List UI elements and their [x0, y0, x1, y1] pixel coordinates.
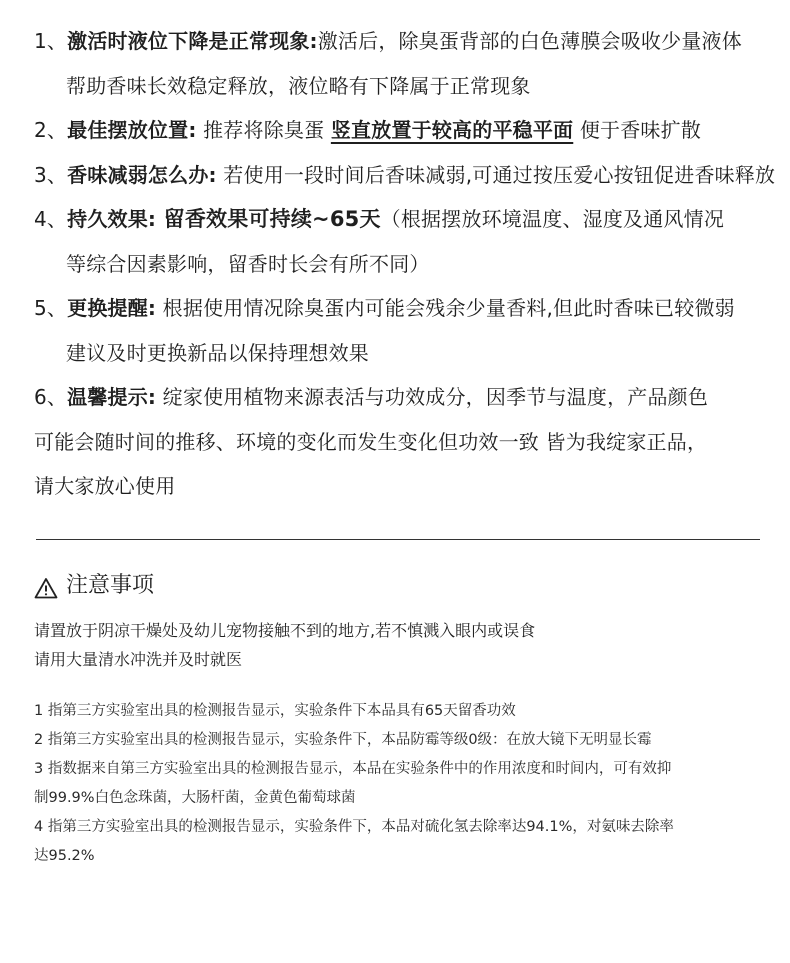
tip-text: 便于香味扩散	[573, 118, 702, 142]
tip-1-continuation: 帮助香味长效稳定释放，液位略有下降属于正常现象	[66, 73, 531, 98]
footnote-line: 4 指第三方实验室出具的检测报告显示，实验条件下，本品对硫化氢去除率达94.1%，对氨味去除率	[34, 819, 674, 835]
notice-line: 请置放于阴凉干燥处及幼儿宠物接触不到的地方,若不慎溅入眼内或误食	[34, 621, 536, 640]
footnote-line: 达95.2%	[34, 848, 95, 864]
usage-tips-list	[34, 19, 774, 509]
tip-6-continuation: 请大家放心使用	[34, 474, 176, 498]
tip-2	[34, 108, 774, 153]
tip-text: 绽家使用植物来源表活与功效成分，因季节与温度，产品颜色	[156, 385, 709, 409]
notice-heading	[34, 568, 154, 604]
tip-4	[34, 197, 774, 242]
tip-6-continuation: 可能会随时间的推移、环境的变化而发生变化但功效一致 皆为我绽家正品，	[34, 429, 708, 454]
tip-label: 最佳摆放位置:	[67, 118, 197, 142]
tip-number: 3、	[34, 162, 68, 187]
footnote-line: 3 指数据来自第三方实验室出具的检测报告显示，本品在实验条件中的作用浓度和时间内，可有效抑	[34, 761, 672, 777]
footnotes	[34, 697, 754, 871]
tip-6	[34, 375, 774, 420]
tip-number: 5、	[34, 296, 68, 320]
notice-body	[34, 616, 535, 674]
tip-1	[34, 19, 774, 64]
tip-text: （根据摆放环境温度、湿度及通风情况	[380, 207, 725, 231]
tip-text: 推荐将除臭蛋	[196, 118, 331, 142]
footnote-line: 制99.9%白色念珠菌，大肠杆菌，金黄色葡萄球菌	[34, 790, 356, 806]
tip-number: 2、	[34, 118, 68, 142]
tip-text: 若使用一段时间后香味减弱,可通过按压爱心按钮促进香味释放	[216, 162, 776, 187]
tip-label: 激活时液位下降是正常现象:	[67, 29, 318, 53]
tip-5	[34, 286, 774, 331]
notice-line: 请用大量清水冲洗并及时就医	[34, 650, 243, 669]
tip-4-continuation: 等综合因素影响，留香时长会有所不同）	[66, 251, 430, 276]
notice-title: 注意事项	[66, 573, 155, 598]
footnote-line: 2 指第三方实验室出具的检测报告显示，实验条件下，本品防霉等级0级：在放大镜下无明显长霉	[34, 732, 652, 748]
tip-label: 温馨提示:	[67, 385, 157, 409]
tip-label: 持久效果:	[67, 207, 157, 231]
tip-text: 激活后，除臭蛋背部的白色薄膜会吸收少量液体	[317, 29, 742, 53]
tip-label: 香味减弱怎么办:	[67, 162, 217, 187]
tip-number: 1、	[34, 29, 68, 53]
tip-3	[34, 153, 774, 198]
tip-number: 4、	[34, 207, 68, 231]
tip-text: 根据使用情况除臭蛋内可能会残余少量香料,但此时香味已较微弱	[156, 296, 735, 320]
section-divider	[36, 539, 760, 540]
tip-highlight: 留香效果可持续~65天	[156, 207, 381, 231]
tip-emphasis: 竖直放置于较高的平稳平面	[330, 118, 574, 142]
tip-number: 6、	[34, 385, 68, 409]
footnote-line: 1 指第三方实验室出具的检测报告显示，实验条件下本品具有65天留香功效	[34, 703, 516, 719]
warning-triangle-icon	[34, 575, 58, 597]
tip-5-continuation: 建议及时更换新品以保持理想效果	[66, 340, 369, 365]
tip-label: 更换提醒:	[67, 296, 157, 320]
